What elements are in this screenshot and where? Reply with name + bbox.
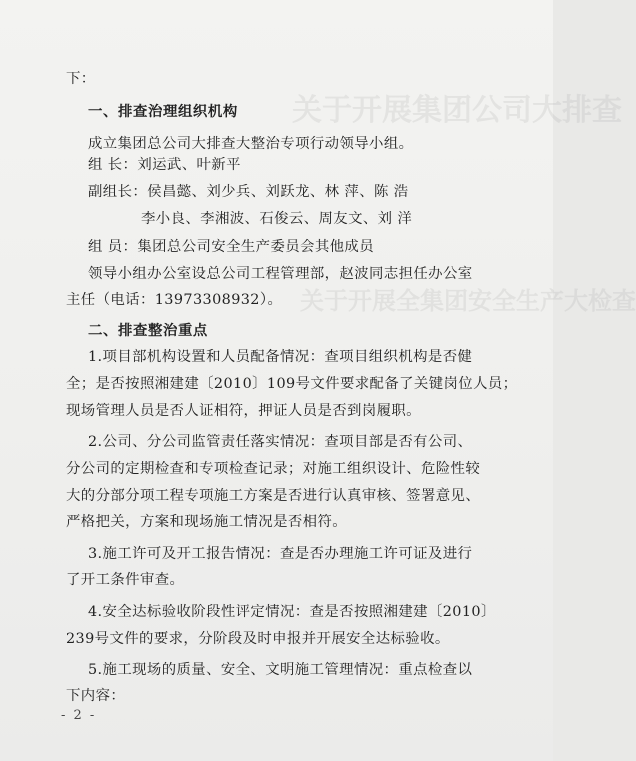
item-2-line-2: 分公司的定期检查和专项检查记录；对施工组织设计、危险性较 xyxy=(66,461,481,477)
office-paragraph-line-1: 领导小组办公室设总公司工程管理部，赵波同志担任办公室 xyxy=(88,266,473,282)
office-paragraph-line-2: 主任（电话：13973308932）。 xyxy=(66,292,283,308)
page-number: - 2 - xyxy=(61,708,97,723)
item-1-line-2: 全；是否按照湘建建〔2010〕109号文件要求配备了关键岗位人员； xyxy=(66,376,518,392)
item-2-line-1: 2.公司、分公司监管责任落实情况：查项目部是否有公司、 xyxy=(88,434,473,450)
group-leader-line: 组 长：刘运武、叶新平 xyxy=(88,157,241,173)
item-5-line-1: 5.施工现场的质量、安全、文明施工管理情况：重点检查以 xyxy=(88,662,473,678)
item-4-line-2: 239号文件的要求，分阶段及时申报并开展安全达标验收。 xyxy=(66,631,450,647)
item-1-line-1: 1.项目部机构设置和人员配备情况：查项目组织机构是否健 xyxy=(88,349,473,365)
item-2-line-3: 大的分部分项工程专项施工方案是否进行认真审核、签署意见、 xyxy=(66,488,481,504)
show-through-text-middle: 关于开展全集团安全生产大检查 xyxy=(300,287,636,315)
deputy-leader-continuation: 李小良、李湘波、石俊云、周友文、刘 洋 xyxy=(141,211,413,227)
section-heading-organization: 一、排查治理组织机构 xyxy=(88,104,238,120)
item-3-line-2: 了开工条件审查。 xyxy=(66,572,185,588)
item-2-line-4: 严格把关，方案和现场施工情况是否相符。 xyxy=(66,514,348,530)
item-5-line-2: 下内容： xyxy=(66,688,126,704)
item-3-line-1: 3.施工许可及开工报告情况：查是否办理施工许可证及进行 xyxy=(88,546,473,562)
item-1-line-3: 现场管理人员是否人证相符，押证人员是否到岗履职。 xyxy=(66,403,421,419)
group-members-line: 组 员：集团总公司安全生产委员会其他成员 xyxy=(88,239,374,255)
continuation-line: 下： xyxy=(66,71,96,87)
section-heading-key-points: 二、排查整治重点 xyxy=(88,323,208,339)
deputy-leader-line: 副组长：侯昌懿、刘少兵、刘跃龙、林 萍、陈 浩 xyxy=(88,184,409,200)
organization-paragraph: 成立集团总公司大排查大整治专项行动领导小组。 xyxy=(88,136,414,152)
item-4-line-1: 4.安全达标验收阶段性评定情况：查是否按照湘建建〔2010〕 xyxy=(88,604,496,620)
show-through-text-upper: 关于开展集团公司大排查 xyxy=(292,93,622,128)
